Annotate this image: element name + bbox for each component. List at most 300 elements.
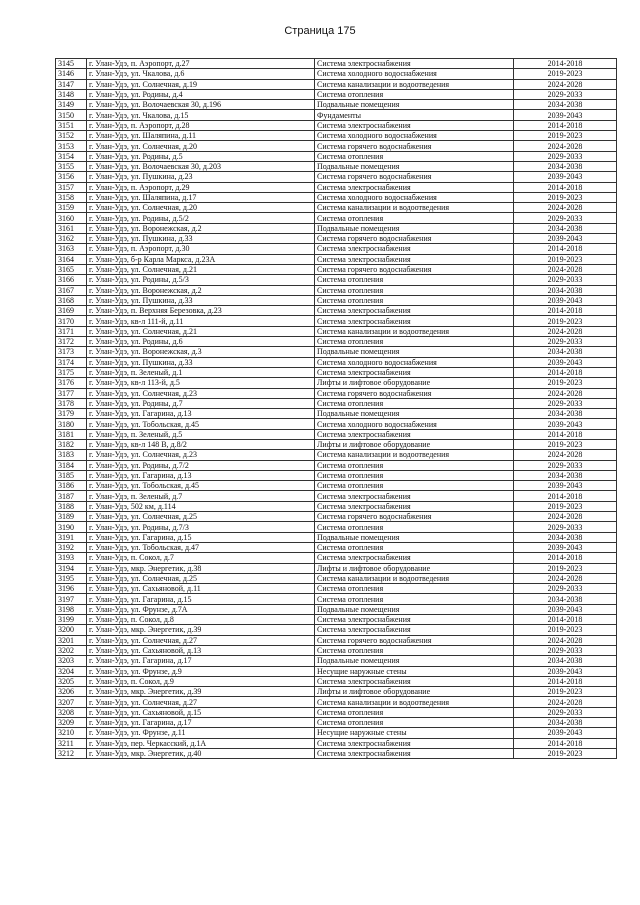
system-cell: Система электроснабжения (315, 491, 514, 501)
address-cell: г. Улан-Удэ, п. Зеленый, д.5 (87, 429, 315, 439)
address-cell: г. Улан-Удэ, ул. Солнечная, д.27 (87, 697, 315, 707)
address-cell: г. Улан-Удэ, пер. Черкасский, д.1А (87, 738, 315, 748)
period-cell: 2034-2038 (514, 532, 617, 542)
period-cell: 2014-2018 (514, 120, 617, 130)
system-cell: Система отопления (315, 542, 514, 552)
table-row (56, 573, 617, 583)
address-cell: г. Улан-Удэ, ул. Сахьяновой, д.15 (87, 707, 315, 717)
table-row (56, 306, 617, 316)
address-cell: г. Улан-Удэ, п. Зеленый, д.7 (87, 491, 315, 501)
row-number-cell: 3179 (56, 409, 87, 419)
period-cell: 2039-2043 (514, 481, 617, 491)
row-number-cell: 3181 (56, 429, 87, 439)
period-cell: 2029-2033 (514, 213, 617, 223)
system-cell: Система канализации и водоотведения (315, 326, 514, 336)
system-cell: Система отопления (315, 470, 514, 480)
period-cell: 2019-2023 (514, 748, 617, 758)
row-number-cell: 3184 (56, 460, 87, 470)
period-cell: 2024-2028 (514, 79, 617, 89)
row-number-cell: 3151 (56, 120, 87, 130)
system-cell: Система отопления (315, 89, 514, 99)
table-row (56, 625, 617, 635)
row-number-cell: 3156 (56, 172, 87, 182)
address-cell: г. Улан-Удэ, ул. Солнечная, д.23 (87, 388, 315, 398)
system-cell: Система электроснабжения (315, 182, 514, 192)
system-cell: Система канализации и водоотведения (315, 79, 514, 89)
period-cell: 2029-2033 (514, 89, 617, 99)
period-cell: 2029-2033 (514, 707, 617, 717)
row-number-cell: 3204 (56, 666, 87, 676)
system-cell: Система электроснабжения (315, 316, 514, 326)
system-cell: Лифты и лифтовое оборудование (315, 687, 514, 697)
row-number-cell: 3183 (56, 450, 87, 460)
table-row (56, 141, 617, 151)
system-cell: Фундаменты (315, 110, 514, 120)
address-cell: г. Улан-Удэ, ул. Чкалова, д.15 (87, 110, 315, 120)
system-cell: Подвальные помещения (315, 223, 514, 233)
row-number-cell: 3153 (56, 141, 87, 151)
address-cell: г. Улан-Удэ, ул. Гагарина, д.13 (87, 409, 315, 419)
table-row (56, 676, 617, 686)
table-row (56, 120, 617, 130)
address-cell: г. Улан-Удэ, ул. Воронежская, д.2 (87, 223, 315, 233)
row-number-cell: 3206 (56, 687, 87, 697)
table-row (56, 615, 617, 625)
row-number-cell: 3192 (56, 542, 87, 552)
address-cell: г. Улан-Удэ, ул. Солнечная, д.27 (87, 635, 315, 645)
address-cell: г. Улан-Удэ, ул. Родины, д.7 (87, 398, 315, 408)
period-cell: 2029-2033 (514, 151, 617, 161)
period-cell: 2039-2043 (514, 357, 617, 367)
table-row (56, 89, 617, 99)
table-row (56, 192, 617, 202)
period-cell: 2024-2028 (514, 635, 617, 645)
row-number-cell: 3158 (56, 192, 87, 202)
table-row (56, 378, 617, 388)
row-number-cell: 3176 (56, 378, 87, 388)
row-number-cell: 3182 (56, 439, 87, 449)
table-row (56, 470, 617, 480)
table-row (56, 419, 617, 429)
address-cell: г. Улан-Удэ, кв-л 111-й, д.11 (87, 316, 315, 326)
address-cell: г. Улан-Удэ, п. Зеленый, д.1 (87, 367, 315, 377)
period-cell: 2024-2028 (514, 450, 617, 460)
period-cell: 2034-2038 (514, 656, 617, 666)
table-row (56, 357, 617, 367)
row-number-cell: 3201 (56, 635, 87, 645)
table-row (56, 707, 617, 717)
row-number-cell: 3185 (56, 470, 87, 480)
address-cell: г. Улан-Удэ, ул. Гагарина, д.17 (87, 718, 315, 728)
row-number-cell: 3155 (56, 161, 87, 171)
period-cell: 2014-2018 (514, 59, 617, 69)
address-cell: г. Улан-Удэ, 502 км, д.114 (87, 501, 315, 511)
system-cell: Система отопления (315, 481, 514, 491)
system-cell: Система отопления (315, 522, 514, 532)
address-cell: г. Улан-Удэ, ул. Солнечная, д.25 (87, 512, 315, 522)
table-row (56, 347, 617, 357)
period-cell: 2019-2023 (514, 501, 617, 511)
table-row (56, 100, 617, 110)
system-cell: Подвальные помещения (315, 409, 514, 419)
table-row (56, 604, 617, 614)
period-cell: 2024-2028 (514, 697, 617, 707)
address-cell: г. Улан-Удэ, ул. Солнечная, д.25 (87, 573, 315, 583)
row-number-cell: 3191 (56, 532, 87, 542)
system-cell: Система отопления (315, 718, 514, 728)
system-cell: Лифты и лифтовое оборудование (315, 563, 514, 573)
table-row (56, 409, 617, 419)
row-number-cell: 3189 (56, 512, 87, 522)
period-cell: 2039-2043 (514, 419, 617, 429)
address-cell: г. Улан-Удэ, ул. Сахьяновой, д.11 (87, 584, 315, 594)
row-number-cell: 3170 (56, 316, 87, 326)
period-cell: 2029-2033 (514, 460, 617, 470)
address-cell: г. Улан-Удэ, мкр. Энергетик, д.39 (87, 687, 315, 697)
address-cell: г. Улан-Удэ, кв-л 148 В, д.8/2 (87, 439, 315, 449)
period-cell: 2029-2033 (514, 522, 617, 532)
system-cell: Подвальные помещения (315, 604, 514, 614)
period-cell: 2014-2018 (514, 738, 617, 748)
system-cell: Система электроснабжения (315, 501, 514, 511)
system-cell: Система электроснабжения (315, 748, 514, 758)
address-cell: г. Улан-Удэ, ул. Родины, д.5/2 (87, 213, 315, 223)
system-cell: Система канализации и водоотведения (315, 697, 514, 707)
period-cell: 2034-2038 (514, 718, 617, 728)
system-cell: Система электроснабжения (315, 738, 514, 748)
address-cell: г. Улан-Удэ, п. Аэропорт, д.28 (87, 120, 315, 130)
row-number-cell: 3187 (56, 491, 87, 501)
table-row (56, 697, 617, 707)
address-cell: г. Улан-Удэ, ул. Тобольская, д.45 (87, 481, 315, 491)
system-cell: Подвальные помещения (315, 656, 514, 666)
table-row (56, 244, 617, 254)
row-number-cell: 3195 (56, 573, 87, 583)
table-row (56, 337, 617, 347)
table-row (56, 213, 617, 223)
table-row (56, 367, 617, 377)
period-cell: 2024-2028 (514, 388, 617, 398)
system-cell: Подвальные помещения (315, 100, 514, 110)
table-row (56, 316, 617, 326)
row-number-cell: 3188 (56, 501, 87, 511)
address-cell: г. Улан-Удэ, ул. Родины, д.4 (87, 89, 315, 99)
period-cell: 2029-2033 (514, 645, 617, 655)
table-row (56, 254, 617, 264)
period-cell: 2024-2028 (514, 512, 617, 522)
system-cell: Система холодного водоснабжения (315, 419, 514, 429)
address-cell: г. Улан-Удэ, ул. Гагарина, д.15 (87, 594, 315, 604)
system-cell: Система холодного водоснабжения (315, 69, 514, 79)
address-cell: г. Улан-Удэ, мкр. Энергетик, д.39 (87, 625, 315, 635)
row-number-cell: 3145 (56, 59, 87, 69)
row-number-cell: 3205 (56, 676, 87, 686)
period-cell: 2024-2028 (514, 326, 617, 336)
system-cell: Лифты и лифтовое оборудование (315, 439, 514, 449)
system-cell: Система отопления (315, 337, 514, 347)
address-cell: г. Улан-Удэ, ул. Тобольская, д.45 (87, 419, 315, 429)
system-cell: Система электроснабжения (315, 306, 514, 316)
period-cell: 2039-2043 (514, 728, 617, 738)
system-cell: Система отопления (315, 295, 514, 305)
table-row (56, 172, 617, 182)
system-cell: Система электроснабжения (315, 553, 514, 563)
row-number-cell: 3194 (56, 563, 87, 573)
system-cell: Система горячего водоснабжения (315, 264, 514, 274)
period-cell: 2019-2023 (514, 625, 617, 635)
system-cell: Система горячего водоснабжения (315, 234, 514, 244)
row-number-cell: 3177 (56, 388, 87, 398)
period-cell: 2019-2023 (514, 69, 617, 79)
table-row (56, 223, 617, 233)
system-cell: Подвальные помещения (315, 532, 514, 542)
row-number-cell: 3172 (56, 337, 87, 347)
table-row (56, 594, 617, 604)
address-cell: г. Улан-Удэ, мкр. Энергетик, д.38 (87, 563, 315, 573)
address-cell: г. Улан-Удэ, ул. Пушкина, д.33 (87, 357, 315, 367)
row-number-cell: 3180 (56, 419, 87, 429)
row-number-cell: 3186 (56, 481, 87, 491)
address-cell: г. Улан-Удэ, ул. Гагарина, д.15 (87, 532, 315, 542)
period-cell: 2014-2018 (514, 553, 617, 563)
repair-schedule-table (55, 58, 617, 759)
address-cell: г. Улан-Удэ, ул. Тобольская, д.47 (87, 542, 315, 552)
system-cell: Система электроснабжения (315, 120, 514, 130)
table-row (56, 295, 617, 305)
period-cell: 2014-2018 (514, 429, 617, 439)
row-number-cell: 3196 (56, 584, 87, 594)
address-cell: г. Улан-Удэ, ул. Гагарина, д.13 (87, 470, 315, 480)
period-cell: 2034-2038 (514, 285, 617, 295)
period-cell: 2039-2043 (514, 295, 617, 305)
row-number-cell: 3178 (56, 398, 87, 408)
address-cell: г. Улан-Удэ, ул. Пушкина, д.33 (87, 234, 315, 244)
row-number-cell: 3166 (56, 275, 87, 285)
table-row (56, 563, 617, 573)
row-number-cell: 3161 (56, 223, 87, 233)
table-row (56, 275, 617, 285)
address-cell: г. Улан-Удэ, б-р Карла Маркса, д.23А (87, 254, 315, 264)
period-cell: 2029-2033 (514, 398, 617, 408)
period-cell: 2039-2043 (514, 666, 617, 676)
table-row (56, 584, 617, 594)
address-cell: г. Улан-Удэ, ул. Волочаевская 30, д.203 (87, 161, 315, 171)
table-row (56, 666, 617, 676)
period-cell: 2019-2023 (514, 439, 617, 449)
period-cell: 2024-2028 (514, 141, 617, 151)
row-number-cell: 3169 (56, 306, 87, 316)
period-cell: 2014-2018 (514, 491, 617, 501)
table-row (56, 522, 617, 532)
system-cell: Система отопления (315, 707, 514, 717)
period-cell: 2029-2033 (514, 275, 617, 285)
row-number-cell: 3147 (56, 79, 87, 89)
row-number-cell: 3175 (56, 367, 87, 377)
period-cell: 2014-2018 (514, 244, 617, 254)
row-number-cell: 3198 (56, 604, 87, 614)
address-cell: г. Улан-Удэ, ул. Родины, д.5 (87, 151, 315, 161)
system-cell: Система холодного водоснабжения (315, 357, 514, 367)
row-number-cell: 3168 (56, 295, 87, 305)
address-cell: г. Улан-Удэ, ул. Шаляпина, д.17 (87, 192, 315, 202)
address-cell: г. Улан-Удэ, ул. Солнечная, д.19 (87, 79, 315, 89)
table-row (56, 718, 617, 728)
table-row (56, 69, 617, 79)
system-cell: Система отопления (315, 275, 514, 285)
system-cell: Система электроснабжения (315, 625, 514, 635)
address-cell: г. Улан-Удэ, п. Аэропорт, д.29 (87, 182, 315, 192)
row-number-cell: 3164 (56, 254, 87, 264)
system-cell: Несущие наружные стены (315, 666, 514, 676)
address-cell: г. Улан-Удэ, ул. Пушкина, д.23 (87, 172, 315, 182)
period-cell: 2024-2028 (514, 573, 617, 583)
period-cell: 2019-2023 (514, 563, 617, 573)
address-cell: г. Улан-Удэ, п. Сокол, д.9 (87, 676, 315, 686)
system-cell: Система электроснабжения (315, 429, 514, 439)
table-row (56, 728, 617, 738)
system-cell: Система электроснабжения (315, 367, 514, 377)
period-cell: 2024-2028 (514, 203, 617, 213)
table-row (56, 110, 617, 120)
period-cell: 2034-2038 (514, 100, 617, 110)
address-cell: г. Улан-Удэ, мкр. Энергетик, д.40 (87, 748, 315, 758)
period-cell: 2019-2023 (514, 192, 617, 202)
address-cell: г. Улан-Удэ, ул. Волочаевская 30, д.196 (87, 100, 315, 110)
table-row (56, 542, 617, 552)
table-row (56, 635, 617, 645)
period-cell: 2019-2023 (514, 131, 617, 141)
period-cell: 2024-2028 (514, 264, 617, 274)
row-number-cell: 3203 (56, 656, 87, 666)
system-cell: Система отопления (315, 398, 514, 408)
row-number-cell: 3157 (56, 182, 87, 192)
row-number-cell: 3193 (56, 553, 87, 563)
address-cell: г. Улан-Удэ, ул. Родины, д.7/3 (87, 522, 315, 532)
address-cell: г. Улан-Удэ, ул. Родины, д.5/3 (87, 275, 315, 285)
table-row (56, 388, 617, 398)
table-row (56, 512, 617, 522)
system-cell: Система канализации и водоотведения (315, 203, 514, 213)
table-row (56, 264, 617, 274)
row-number-cell: 3163 (56, 244, 87, 254)
system-cell: Система отопления (315, 151, 514, 161)
table-row (56, 501, 617, 511)
system-cell: Система отопления (315, 460, 514, 470)
system-cell: Подвальные помещения (315, 161, 514, 171)
row-number-cell: 3150 (56, 110, 87, 120)
table-row (56, 161, 617, 171)
period-cell: 2029-2033 (514, 337, 617, 347)
address-cell: г. Улан-Удэ, ул. Фрунзе, д.11 (87, 728, 315, 738)
table-row (56, 326, 617, 336)
row-number-cell: 3174 (56, 357, 87, 367)
row-number-cell: 3167 (56, 285, 87, 295)
period-cell: 2034-2038 (514, 347, 617, 357)
period-cell: 2019-2023 (514, 687, 617, 697)
table-row (56, 398, 617, 408)
address-cell: г. Улан-Удэ, ул. Воронежская, д.2 (87, 285, 315, 295)
system-cell: Система канализации и водоотведения (315, 573, 514, 583)
table-row (56, 460, 617, 470)
system-cell: Система горячего водоснабжения (315, 141, 514, 151)
address-cell: г. Улан-Удэ, ул. Воронежская, д.3 (87, 347, 315, 357)
row-number-cell: 3209 (56, 718, 87, 728)
period-cell: 2029-2033 (514, 584, 617, 594)
row-number-cell: 3212 (56, 748, 87, 758)
period-cell: 2039-2043 (514, 604, 617, 614)
address-cell: г. Улан-Удэ, ул. Фрунзе, д.7А (87, 604, 315, 614)
table-row (56, 687, 617, 697)
address-cell: г. Улан-Удэ, ул. Гагарина, д.17 (87, 656, 315, 666)
table-row (56, 491, 617, 501)
address-cell: г. Улан-Удэ, ул. Солнечная, д.20 (87, 203, 315, 213)
system-cell: Система электроснабжения (315, 676, 514, 686)
table-row (56, 79, 617, 89)
period-cell: 2014-2018 (514, 676, 617, 686)
system-cell: Система отопления (315, 645, 514, 655)
row-number-cell: 3160 (56, 213, 87, 223)
period-cell: 2019-2023 (514, 254, 617, 264)
row-number-cell: 3207 (56, 697, 87, 707)
address-cell: г. Улан-Удэ, ул. Солнечная, д.23 (87, 450, 315, 460)
table-row (56, 481, 617, 491)
system-cell: Система отопления (315, 285, 514, 295)
row-number-cell: 3162 (56, 234, 87, 244)
period-cell: 2014-2018 (514, 306, 617, 316)
row-number-cell: 3149 (56, 100, 87, 110)
table-row (56, 450, 617, 460)
system-cell: Система горячего водоснабжения (315, 172, 514, 182)
table-row (56, 59, 617, 69)
address-cell: г. Улан-Удэ, ул. Родины, д.7/2 (87, 460, 315, 470)
table-row (56, 439, 617, 449)
row-number-cell: 3148 (56, 89, 87, 99)
row-number-cell: 3199 (56, 615, 87, 625)
table-row (56, 645, 617, 655)
row-number-cell: 3202 (56, 645, 87, 655)
row-number-cell: 3154 (56, 151, 87, 161)
period-cell: 2019-2023 (514, 316, 617, 326)
period-cell: 2039-2043 (514, 110, 617, 120)
period-cell: 2019-2023 (514, 378, 617, 388)
table-row (56, 131, 617, 141)
address-cell: г. Улан-Удэ, ул. Пушкина, д.33 (87, 295, 315, 305)
address-cell: г. Улан-Удэ, ул. Чкалова, д.6 (87, 69, 315, 79)
row-number-cell: 3208 (56, 707, 87, 717)
table-row (56, 656, 617, 666)
period-cell: 2039-2043 (514, 172, 617, 182)
address-cell: г. Улан-Удэ, ул. Родины, д.6 (87, 337, 315, 347)
system-cell: Система электроснабжения (315, 59, 514, 69)
row-number-cell: 3197 (56, 594, 87, 604)
address-cell: г. Улан-Удэ, ул. Солнечная, д.21 (87, 326, 315, 336)
period-cell: 2039-2043 (514, 234, 617, 244)
row-number-cell: 3210 (56, 728, 87, 738)
row-number-cell: 3146 (56, 69, 87, 79)
system-cell: Подвальные помещения (315, 347, 514, 357)
table-row (56, 738, 617, 748)
row-number-cell: 3171 (56, 326, 87, 336)
address-cell: г. Улан-Удэ, ул. Шаляпина, д.11 (87, 131, 315, 141)
system-cell: Система электроснабжения (315, 244, 514, 254)
address-cell: г. Улан-Удэ, ул. Фрунзе, д.9 (87, 666, 315, 676)
row-number-cell: 3211 (56, 738, 87, 748)
system-cell: Система канализации и водоотведения (315, 450, 514, 460)
table-row (56, 553, 617, 563)
system-cell: Система электроснабжения (315, 254, 514, 264)
table-row (56, 285, 617, 295)
period-cell: 2014-2018 (514, 367, 617, 377)
